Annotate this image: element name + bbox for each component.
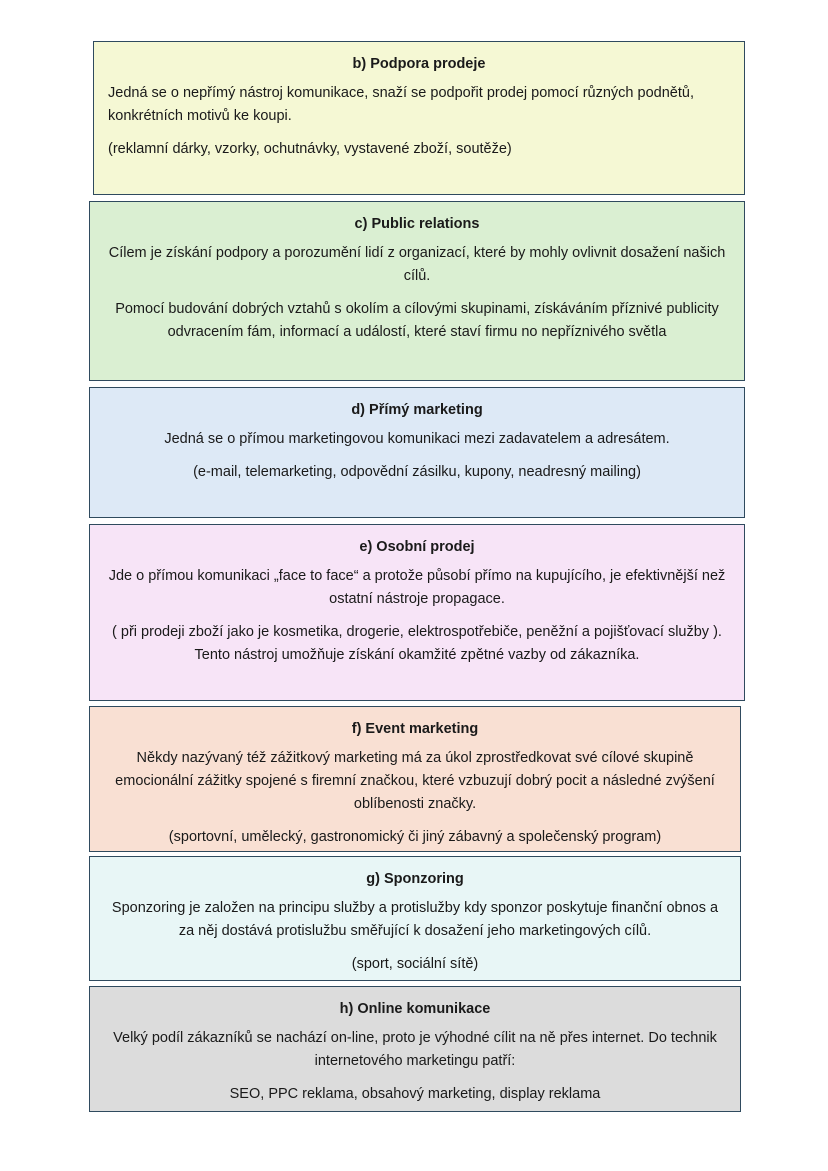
section-osobni-prodej (89, 524, 745, 701)
section-examples: (e-mail, telemarketing, odpovědní zásilku, kupony, neadresný mailing) (193, 464, 641, 480)
section-description: Jedná se o nepřímý nástroj komunikace, snaží se podpořit prodej pomocí různých podnětů, konkrétních motivů ke koupi. (108, 85, 694, 124)
section-description: Velký podíl zákazníků se nachází on-line, proto je výhodné cílit na ně přes internet. Do technik internetového marketingu patří: (113, 1030, 717, 1069)
section-examples: (sportovní, umělecký, gastronomický či jiný zábavný a společenský program) (168, 829, 662, 845)
section-description: Cílem je získání podpory a porozumění lidí z organizací, které by mohly ovlivnit dosažení našich cílů. (108, 245, 726, 284)
section-examples: Pomocí budování dobrých vztahů s okolím a cílovými skupinami, získáváním příznivé publicity odvracením fám, informací a událostí, které staví firmu no nepříznivého světla (115, 301, 719, 340)
section-description: Jedná se o přímou marketingovou komunikaci mezi zadavatelem a adresátem. (164, 431, 670, 447)
section-public-relations (89, 201, 745, 381)
section-podpora-prodeje (93, 41, 745, 195)
section-description: Sponzoring je založen na principu služby a protislužby kdy sponzor poskytuje finanční obnos a za něj dostává protislužbu směřující k dosažení jeho marketingových cílů. (111, 900, 719, 939)
section-examples: ( při prodeji zboží jako je kosmetika, drogerie, elektrospotřebiče, peněžní a pojišťovací služby ). Tento nástroj umožňuje získání okamžité zpětné vazby od zákazníka. (112, 624, 722, 663)
section-examples: (reklamní dárky, vzorky, ochutnávky, vystavené zboží, soutěže) (108, 141, 512, 157)
section-description: Někdy nazývaný též zážitkový marketing má za úkol zprostředkovat své cílové skupině emocionální zážitky spojené s firemní značkou, které vzbuzují dobrý pocit a následné zvýšení oblíbenosti značky. (115, 750, 715, 812)
section-title: b) Podpora prodeje (352, 56, 486, 72)
section-description: Jde o přímou komunikaci „face to face“ a protože působí přímo na kupujícího, je efektivnější než ostatní nástroje propagace. (108, 568, 726, 607)
section-primy-marketing (89, 387, 745, 518)
section-title: h) Online komunikace (339, 1001, 491, 1017)
section-title: e) Osobní prodej (359, 539, 475, 555)
section-examples: (sport, sociální sítě) (351, 956, 479, 972)
section-event-marketing (89, 706, 741, 852)
section-examples: SEO, PPC reklama, obsahový marketing, display reklama (229, 1086, 601, 1102)
section-title: c) Public relations (354, 216, 480, 232)
section-sponzoring (89, 856, 741, 981)
section-title: d) Přímý marketing (351, 402, 483, 418)
section-title: f) Event marketing (351, 721, 479, 737)
section-title: g) Sponzoring (366, 871, 464, 887)
section-online-komunikace (89, 986, 741, 1112)
